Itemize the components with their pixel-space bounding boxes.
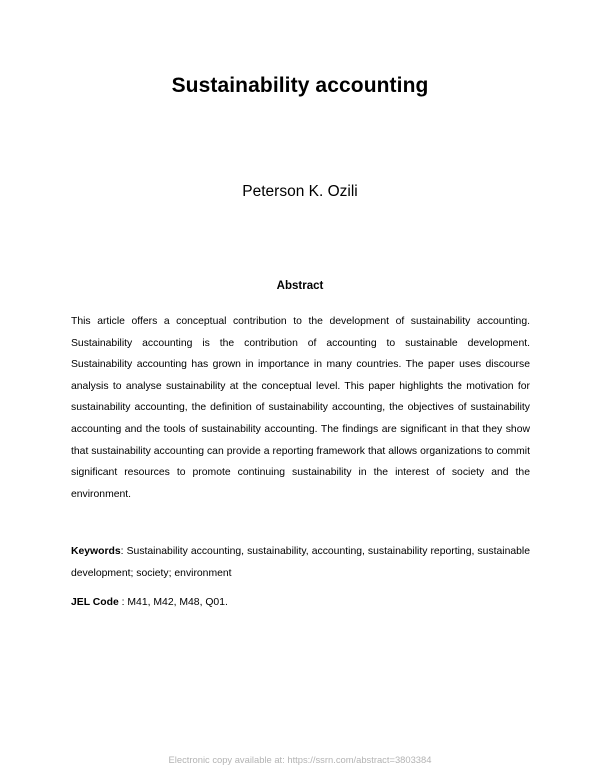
- keywords-section: [71, 541, 530, 584]
- jel-code-label: JEL Code: [71, 597, 119, 608]
- keywords-label: Keywords: [71, 546, 121, 557]
- author-name: Peterson K. Ozili: [242, 183, 358, 200]
- paper-title: Sustainability accounting: [171, 74, 429, 97]
- abstract-heading: Abstract: [276, 280, 324, 292]
- keywords-text: : Sustainability accounting, sustainability, accounting, sustainability reporting, sustainable development; society; environment: [71, 546, 530, 579]
- abstract-text: This article offers a conceptual contribution to the development of sustainability accounting. Sustainability accounting is the contribution of accounting to sustainable development. Sustainability accounting has grown in importance in many countries. The paper uses discourse analysis to analyse sustainability at the conceptual level. This paper highlights the motivation for sustainability accounting, the definition of sustainability accounting, the objectives of sustainability accounting and the tools of sustainability accounting. The findings are significant in that they show that sustainability accounting can provide a reporting framework that allows organizations to commit significant resources to promote continuing sustainability in the interest of society and the environment.: [71, 316, 530, 500]
- footer-ssrn-notice: Electronic copy available at: https://ssrn.com/abstract=3803384: [168, 754, 432, 765]
- jel-code-section: [71, 594, 530, 612]
- jel-code-text: : M41, M42, M48, Q01.: [118, 597, 228, 608]
